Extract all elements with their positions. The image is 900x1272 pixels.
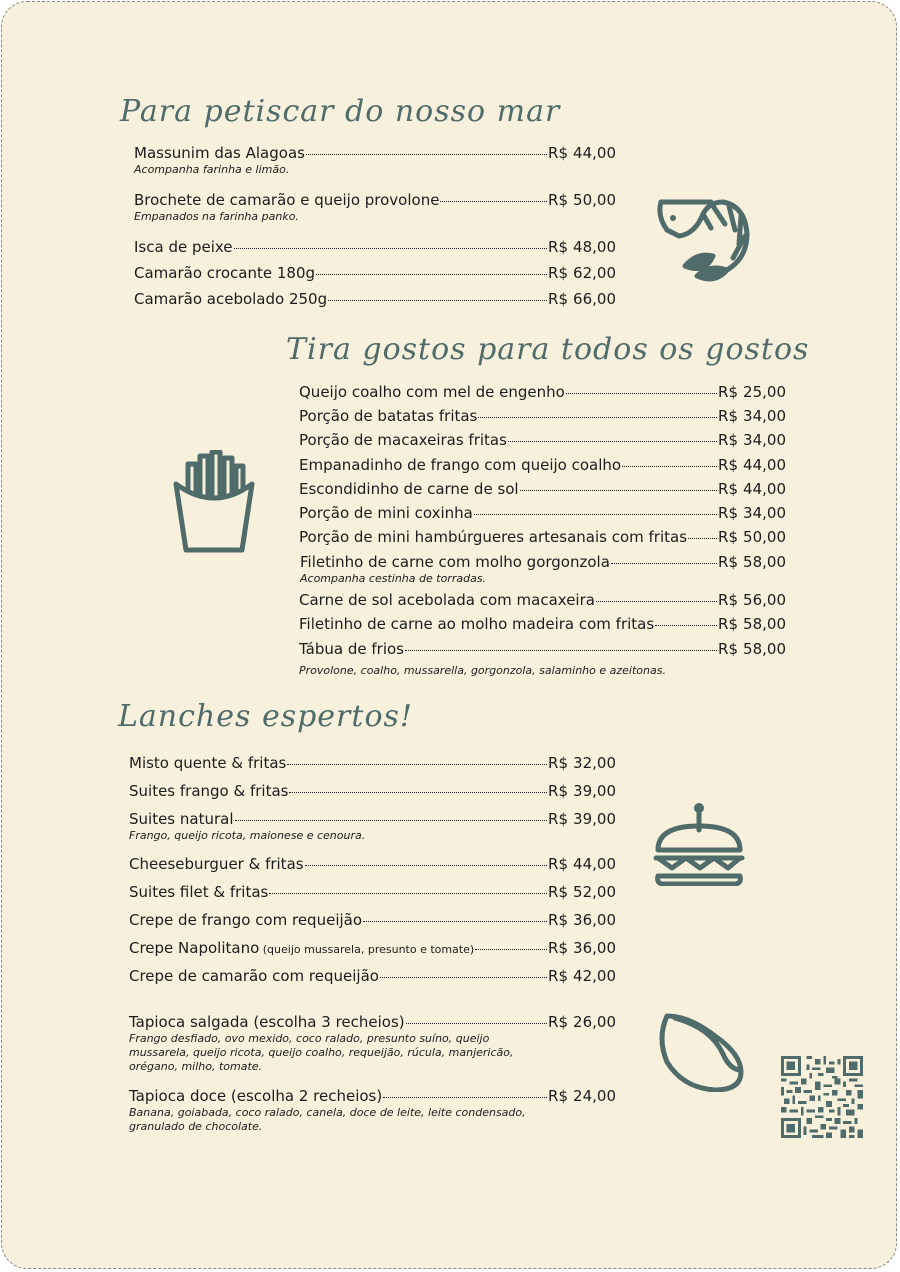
- item-price: 26,00: [573, 1013, 616, 1031]
- item-name: Camarão crocante 180g: [134, 264, 316, 282]
- item-price: 58,00: [743, 553, 786, 571]
- dot-leader: [269, 893, 547, 894]
- item-name-detail: (queijo mussarela, presunto e tomate): [259, 943, 475, 956]
- item-name: Porção de batatas fritas: [299, 407, 478, 425]
- item-currency: R$: [548, 1087, 568, 1105]
- dot-leader: [611, 563, 717, 564]
- qr-code: [781, 1056, 863, 1138]
- shrimp-icon: [653, 194, 753, 284]
- item-note: Frango, queijo ricota, maionese e cenoura.: [129, 829, 366, 842]
- dot-leader: [405, 650, 717, 651]
- dot-leader: [305, 865, 547, 866]
- item-currency: R$: [548, 1013, 568, 1031]
- item-name: Filetinho de carne ao molho madeira com fritas: [299, 615, 655, 633]
- item-price: 52,00: [573, 883, 616, 901]
- dot-leader: [235, 820, 548, 821]
- dot-leader: [440, 201, 547, 202]
- item-name: Porção de macaxeiras fritas: [299, 431, 507, 449]
- item-price: 36,00: [573, 911, 616, 929]
- menu-item: [300, 553, 786, 585]
- item-note-line: mussarela, queijo ricota, queijo coalho, requeijão, rúcula, manjericão,: [129, 1046, 514, 1059]
- item-name: Porção de mini coxinha: [299, 504, 473, 522]
- item-price: 34,00: [743, 407, 786, 425]
- item-currency: R$: [548, 810, 568, 828]
- item-price: 50,00: [743, 528, 786, 546]
- item-name: Suites natural: [129, 810, 234, 828]
- item-price: 36,00: [573, 939, 616, 957]
- menu-item: [134, 144, 616, 176]
- dot-leader: [474, 514, 717, 515]
- item-name: Tapioca salgada (escolha 3 recheios): [129, 1013, 405, 1031]
- dot-leader: [596, 601, 717, 602]
- item-currency: R$: [548, 191, 568, 209]
- menu-item: [299, 640, 786, 677]
- menu-item: [299, 383, 786, 401]
- item-name: Brochete de camarão e queijo provolone: [134, 191, 440, 209]
- menu-item: [134, 290, 616, 308]
- dot-leader: [655, 625, 717, 626]
- item-currency: R$: [548, 754, 568, 772]
- menu-item: [129, 1013, 616, 1073]
- dot-leader: [478, 417, 717, 418]
- dot-leader: [406, 1023, 547, 1024]
- dot-leader: [363, 921, 547, 922]
- menu-item: [129, 939, 616, 957]
- item-name: Carne de sol acebolada com macaxeira: [299, 591, 595, 609]
- dot-leader: [383, 1097, 547, 1098]
- item-currency: R$: [548, 144, 568, 162]
- item-price: 62,00: [573, 264, 616, 282]
- item-note: Provolone, coalho, mussarella, gorgonzola, salaminho e azeitonas.: [299, 664, 666, 677]
- item-price: 39,00: [573, 782, 616, 800]
- item-name: Tapioca doce (escolha 2 recheios): [129, 1087, 383, 1105]
- item-note-line: Frango desfiado, ovo mexido, coco ralado, presunto suíno, queijo: [129, 1032, 490, 1045]
- item-name: Crepe Napolitano (queijo mussarela, presunto e tomate): [129, 939, 475, 957]
- item-name: Suites filet & fritas: [129, 883, 269, 901]
- item-currency: R$: [718, 591, 738, 609]
- menu-item: [129, 782, 616, 800]
- item-name: Porção de mini hambúrgueres artesanais com fritas: [299, 528, 688, 546]
- item-currency: R$: [548, 855, 568, 873]
- item-price: 44,00: [743, 456, 786, 474]
- item-price: 58,00: [743, 640, 786, 658]
- item-currency: R$: [718, 383, 738, 401]
- item-currency: R$: [718, 553, 738, 571]
- menu-item: [299, 528, 786, 546]
- menu-item: [129, 810, 616, 842]
- menu-item: [129, 911, 616, 929]
- item-currency: R$: [548, 264, 568, 282]
- item-currency: R$: [548, 939, 568, 957]
- item-price: 25,00: [743, 383, 786, 401]
- item-price: 24,00: [573, 1087, 616, 1105]
- item-name: Camarão acebolado 250g: [134, 290, 328, 308]
- dot-leader: [234, 248, 548, 249]
- item-currency: R$: [718, 504, 738, 522]
- item-currency: R$: [548, 238, 568, 256]
- item-currency: R$: [548, 782, 568, 800]
- menu-item: [299, 407, 786, 425]
- menu-item: [129, 1087, 616, 1133]
- item-name: Suites frango & fritas: [129, 782, 289, 800]
- dot-leader: [380, 977, 547, 978]
- menu-item: [299, 431, 786, 449]
- dot-leader: [566, 393, 717, 394]
- item-note-line: Banana, goiabada, coco ralado, canela, doce de leite, leite condensado,: [129, 1106, 526, 1119]
- dot-leader: [316, 274, 547, 275]
- menu-item: [129, 883, 616, 901]
- item-name: Crepe de camarão com requeijão: [129, 967, 379, 985]
- item-name: Queijo coalho com mel de engenho: [299, 383, 565, 401]
- item-note: Acompanha cestinha de torradas.: [300, 572, 487, 585]
- fries-icon: [172, 450, 256, 554]
- item-price: 34,00: [743, 504, 786, 522]
- item-price: 32,00: [573, 754, 616, 772]
- dot-leader: [475, 949, 547, 950]
- item-price: 44,00: [573, 144, 616, 162]
- menu-item: [299, 504, 786, 522]
- dot-leader: [328, 300, 547, 301]
- dot-leader: [289, 792, 547, 793]
- item-note: Empanados na farinha panko.: [134, 210, 299, 223]
- item-currency: R$: [718, 640, 738, 658]
- menu-item: [129, 754, 616, 772]
- dot-leader: [688, 538, 717, 539]
- item-currency: R$: [548, 911, 568, 929]
- item-price: 66,00: [573, 290, 616, 308]
- item-currency: R$: [548, 883, 568, 901]
- item-note-line: granulado de chocolate.: [129, 1120, 263, 1133]
- sandwich-icon: [650, 800, 748, 886]
- item-price: 39,00: [573, 810, 616, 828]
- dot-leader: [287, 764, 547, 765]
- item-currency: R$: [718, 615, 738, 633]
- menu-item: [299, 591, 786, 609]
- item-price: 58,00: [743, 615, 786, 633]
- menu-item: [134, 264, 616, 282]
- item-name: Empanadinho de frango com queijo coalho: [299, 456, 622, 474]
- item-currency: R$: [718, 456, 738, 474]
- item-price: 42,00: [573, 967, 616, 985]
- menu-item: [299, 480, 786, 498]
- item-currency: R$: [718, 431, 738, 449]
- menu-item: [134, 238, 616, 256]
- item-name: Tábua de frios: [299, 640, 404, 658]
- item-name: Cheeseburguer & fritas: [129, 855, 304, 873]
- item-currency: R$: [718, 528, 738, 546]
- item-currency: R$: [718, 480, 738, 498]
- dot-leader: [520, 490, 717, 491]
- section-title-sea: Para petiscar do nosso mar: [120, 94, 561, 129]
- item-price: 48,00: [573, 238, 616, 256]
- dot-leader: [508, 441, 717, 442]
- section-title-lanches: Lanches espertos!: [118, 699, 413, 734]
- item-note-line: orégano, milho, tomate.: [129, 1060, 263, 1073]
- item-name: Isca de peixe: [134, 238, 233, 256]
- item-name: Misto quente & fritas: [129, 754, 287, 772]
- dot-leader: [622, 466, 717, 467]
- item-currency: R$: [548, 290, 568, 308]
- menu-item: [299, 615, 786, 633]
- section-title-snacks: Tira gostos para todos os gostos: [286, 332, 810, 367]
- dot-leader: [306, 154, 547, 155]
- tapioca-icon: [653, 1010, 745, 1092]
- item-name: Massunim das Alagoas: [134, 144, 305, 162]
- item-price: 50,00: [573, 191, 616, 209]
- item-price: 56,00: [743, 591, 786, 609]
- item-note: Acompanha farinha e limão.: [134, 163, 290, 176]
- item-name: Escondidinho de carne de sol: [299, 480, 519, 498]
- item-name: Crepe de frango com requeijão: [129, 911, 363, 929]
- item-price: 44,00: [743, 480, 786, 498]
- item-name: Filetinho de carne com molho gorgonzola: [300, 553, 610, 571]
- item-currency: R$: [718, 407, 738, 425]
- menu-item: [129, 967, 616, 985]
- menu-item: [134, 191, 616, 223]
- menu-item: [299, 456, 786, 474]
- item-price: 34,00: [743, 431, 786, 449]
- item-price: 44,00: [573, 855, 616, 873]
- menu-item: [129, 855, 616, 873]
- menu-page: [1, 1, 897, 1269]
- item-currency: R$: [548, 967, 568, 985]
